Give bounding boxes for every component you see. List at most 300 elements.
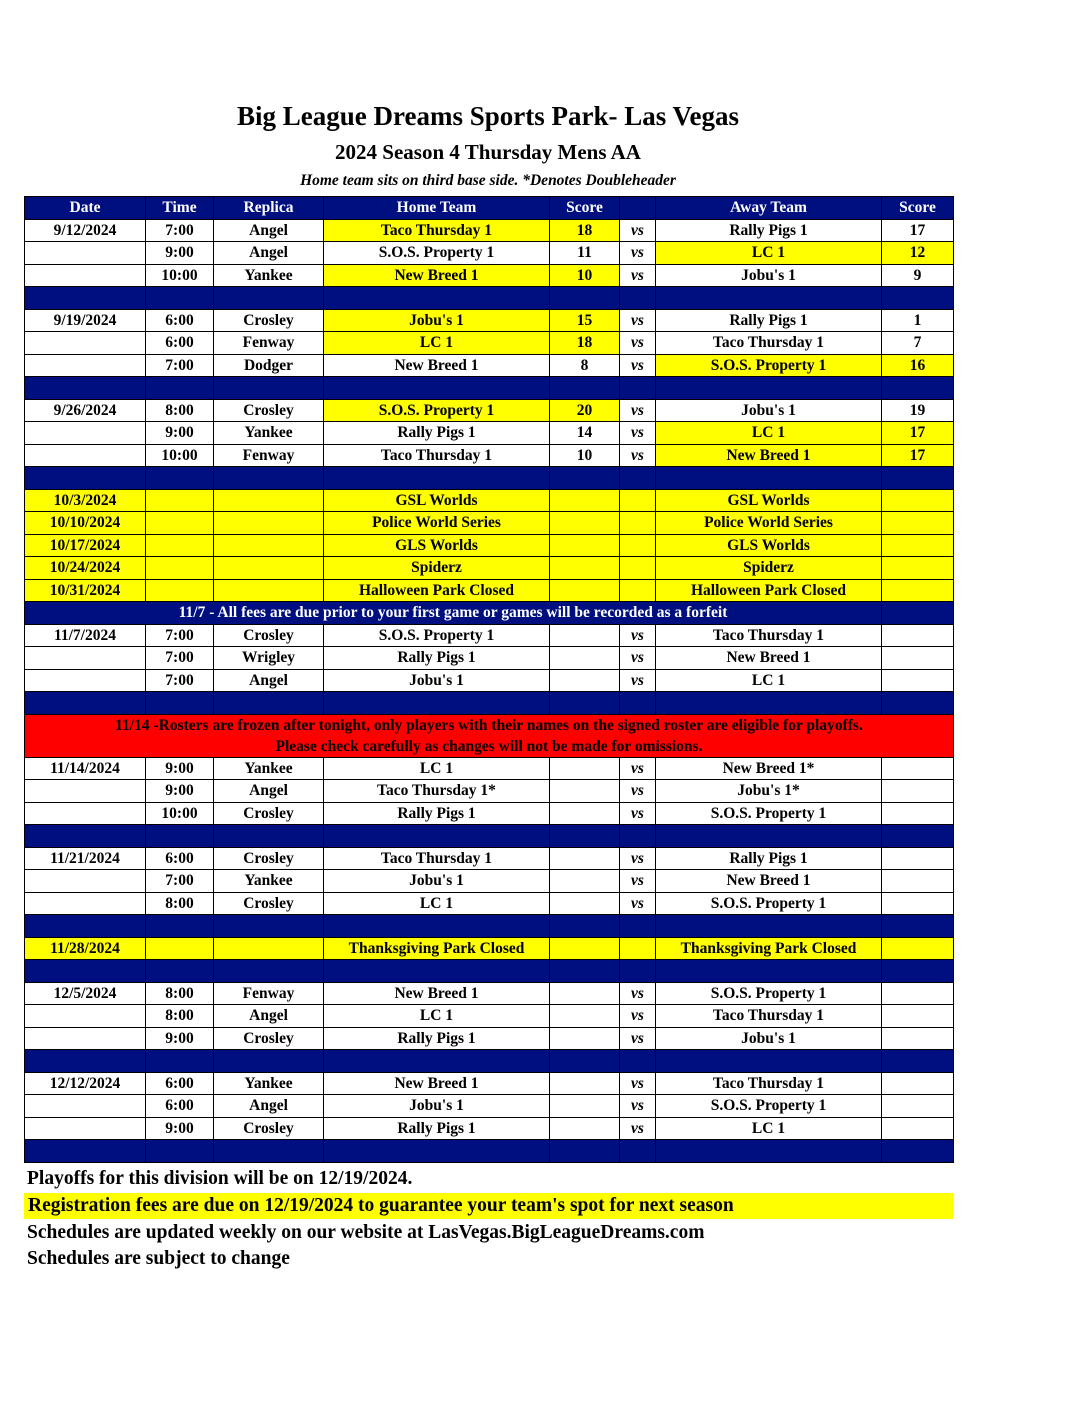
time-cell: 10:00 — [146, 264, 214, 287]
separator-cell — [550, 467, 620, 490]
field-cell — [214, 512, 324, 535]
away-score-cell: 1 — [882, 309, 954, 332]
home-score-cell — [550, 802, 620, 825]
game-row — [25, 1072, 954, 1095]
away-team-cell: New Breed 1 — [656, 647, 882, 670]
game-row — [25, 847, 954, 870]
date-cell — [25, 264, 146, 287]
away-team-cell: S.O.S. Property 1 — [656, 1095, 882, 1118]
away-team-cell: Rally Pigs 1 — [656, 847, 882, 870]
field-cell — [214, 557, 324, 580]
vs-cell: vs — [620, 399, 656, 422]
separator-cell — [25, 1050, 146, 1073]
separator-cell — [882, 692, 954, 715]
home-team-cell: S.O.S. Property 1 — [324, 242, 550, 265]
separator-cell — [214, 287, 324, 310]
page-subtitle: 2024 Season 4 Thursday Mens AA — [335, 140, 641, 164]
away-score-cell — [882, 647, 954, 670]
schedule-note: Home team sits on third base side. *Denotes Doubleheader — [300, 172, 676, 189]
away-score-cell: 17 — [882, 219, 954, 242]
vs-cell: vs — [620, 624, 656, 647]
game-row — [25, 647, 954, 670]
field-cell: Angel — [214, 1005, 324, 1028]
game-row — [25, 870, 954, 893]
separator-cell — [656, 692, 882, 715]
date-cell: 11/28/2024 — [25, 937, 146, 960]
header-home-team: Home Team — [324, 197, 550, 220]
home-event-cell: Spiderz — [324, 557, 550, 580]
away-team-cell: Jobu's 1 — [656, 399, 882, 422]
time-cell — [146, 937, 214, 960]
home-score-cell: 18 — [550, 332, 620, 355]
website-note: Schedules are updated weekly on our website at LasVegas.BigLeagueDreams.com — [27, 1222, 705, 1243]
field-cell: Crosley — [214, 1027, 324, 1050]
away-team-cell: LC 1 — [656, 669, 882, 692]
home-score-cell: 15 — [550, 309, 620, 332]
home-event-cell: Halloween Park Closed — [324, 579, 550, 602]
away-score-cell — [882, 1027, 954, 1050]
home-team-cell: Rally Pigs 1 — [324, 647, 550, 670]
separator-cell — [656, 825, 882, 848]
date-cell — [25, 870, 146, 893]
vs-cell: vs — [620, 1072, 656, 1095]
home-score-cell — [550, 847, 620, 870]
field-cell: Fenway — [214, 982, 324, 1005]
separator-cell — [550, 377, 620, 400]
field-cell: Crosley — [214, 624, 324, 647]
away-team-cell: S.O.S. Property 1 — [656, 802, 882, 825]
time-cell: 7:00 — [146, 647, 214, 670]
home-score-cell — [550, 870, 620, 893]
home-score-cell — [550, 1117, 620, 1140]
separator-cell — [324, 960, 550, 983]
separator-row — [25, 377, 954, 400]
game-row — [25, 332, 954, 355]
time-cell: 8:00 — [146, 982, 214, 1005]
date-cell: 9/12/2024 — [25, 219, 146, 242]
away-score-cell — [882, 512, 954, 535]
separator-cell — [550, 1050, 620, 1073]
vs-cell: vs — [620, 847, 656, 870]
separator-cell — [656, 287, 882, 310]
game-row — [25, 1005, 954, 1028]
separator-cell — [620, 825, 656, 848]
vs-cell: vs — [620, 332, 656, 355]
home-team-cell: LC 1 — [324, 1005, 550, 1028]
separator-cell — [324, 1050, 550, 1073]
separator-cell — [882, 960, 954, 983]
time-cell: 9:00 — [146, 1117, 214, 1140]
date-cell — [25, 444, 146, 467]
vs-cell: vs — [620, 309, 656, 332]
separator-cell — [656, 377, 882, 400]
time-cell: 6:00 — [146, 309, 214, 332]
vs-cell — [620, 512, 656, 535]
time-cell: 6:00 — [146, 1095, 214, 1118]
field-cell: Fenway — [214, 332, 324, 355]
home-score-cell — [550, 557, 620, 580]
separator-cell — [214, 1050, 324, 1073]
schedule-body — [25, 197, 954, 1163]
home-team-cell: New Breed 1 — [324, 264, 550, 287]
home-team-cell: LC 1 — [324, 757, 550, 780]
field-cell: Yankee — [214, 757, 324, 780]
vs-cell: vs — [620, 780, 656, 803]
separator-cell — [146, 915, 214, 938]
away-score-cell: 16 — [882, 354, 954, 377]
away-score-cell — [882, 579, 954, 602]
separator-cell — [656, 1050, 882, 1073]
time-cell: 7:00 — [146, 354, 214, 377]
field-cell — [214, 489, 324, 512]
time-cell: 7:00 — [146, 219, 214, 242]
date-cell: 11/14/2024 — [25, 757, 146, 780]
home-score-cell: 20 — [550, 399, 620, 422]
separator-cell — [25, 960, 146, 983]
time-cell: 9:00 — [146, 780, 214, 803]
game-row — [25, 1095, 954, 1118]
away-score-cell — [882, 624, 954, 647]
date-cell: 11/21/2024 — [25, 847, 146, 870]
away-team-cell: LC 1 — [656, 242, 882, 265]
game-row — [25, 1117, 954, 1140]
date-cell — [25, 780, 146, 803]
separator-cell — [324, 467, 550, 490]
time-cell: 7:00 — [146, 870, 214, 893]
event-row — [25, 534, 954, 557]
date-cell — [25, 354, 146, 377]
fees-banner: 11/7 - All fees are due prior to your first game or games will be recorded as a forfeit — [25, 602, 882, 625]
away-score-cell — [882, 557, 954, 580]
time-cell: 8:00 — [146, 892, 214, 915]
separator-cell — [25, 692, 146, 715]
away-team-cell: Rally Pigs 1 — [656, 309, 882, 332]
date-cell — [25, 802, 146, 825]
separator-cell — [25, 377, 146, 400]
away-score-cell — [882, 1095, 954, 1118]
date-cell — [25, 1117, 146, 1140]
home-team-cell: Jobu's 1 — [324, 1095, 550, 1118]
away-team-cell: Jobu's 1 — [656, 264, 882, 287]
event-row — [25, 557, 954, 580]
home-score-cell: 14 — [550, 422, 620, 445]
separator-cell — [25, 1140, 146, 1163]
separator-cell — [656, 1140, 882, 1163]
separator-cell — [882, 287, 954, 310]
separator-row — [25, 1050, 954, 1073]
date-cell — [25, 422, 146, 445]
vs-cell: vs — [620, 264, 656, 287]
vs-cell: vs — [620, 647, 656, 670]
home-score-cell: 8 — [550, 354, 620, 377]
away-event-cell: GSL Worlds — [656, 489, 882, 512]
field-cell: Crosley — [214, 802, 324, 825]
vs-cell: vs — [620, 870, 656, 893]
game-row — [25, 757, 954, 780]
header-vs — [620, 197, 656, 220]
date-cell: 12/12/2024 — [25, 1072, 146, 1095]
away-team-cell: S.O.S. Property 1 — [656, 354, 882, 377]
home-event-cell: GLS Worlds — [324, 534, 550, 557]
roster-alert-line1: 11/14 -Rosters are frozen after tonight, only players with their names on the signed roster are eligible for playoffs. — [115, 716, 863, 734]
field-cell: Angel — [214, 242, 324, 265]
header-date: Date — [25, 197, 146, 220]
away-score-cell — [882, 802, 954, 825]
time-cell: 9:00 — [146, 1027, 214, 1050]
separator-row — [25, 467, 954, 490]
date-cell: 12/5/2024 — [25, 982, 146, 1005]
home-score-cell — [550, 647, 620, 670]
away-team-cell: New Breed 1 — [656, 444, 882, 467]
game-row — [25, 982, 954, 1005]
separator-cell — [324, 825, 550, 848]
separator-cell — [550, 287, 620, 310]
subject-note: Schedules are subject to change — [27, 1248, 290, 1269]
date-cell: 9/19/2024 — [25, 309, 146, 332]
separator-cell — [146, 377, 214, 400]
home-score-cell: 10 — [550, 264, 620, 287]
separator-row — [25, 1140, 954, 1163]
home-team-cell: S.O.S. Property 1 — [324, 399, 550, 422]
separator-cell — [324, 692, 550, 715]
separator-cell — [25, 467, 146, 490]
home-team-cell: Taco Thursday 1 — [324, 444, 550, 467]
game-row — [25, 444, 954, 467]
game-row — [25, 242, 954, 265]
game-row — [25, 219, 954, 242]
separator-cell — [25, 825, 146, 848]
away-score-cell — [882, 1072, 954, 1095]
away-score-cell — [882, 847, 954, 870]
separator-cell — [620, 915, 656, 938]
home-team-cell: Rally Pigs 1 — [324, 1117, 550, 1140]
separator-cell — [214, 377, 324, 400]
separator-cell — [146, 1050, 214, 1073]
time-cell: 6:00 — [146, 332, 214, 355]
separator-cell — [214, 467, 324, 490]
event-row — [25, 579, 954, 602]
separator-cell — [882, 1050, 954, 1073]
separator-cell — [656, 467, 882, 490]
separator-row — [25, 692, 954, 715]
header-home-score: Score — [550, 197, 620, 220]
header-row — [25, 197, 954, 220]
home-score-cell — [550, 669, 620, 692]
away-event-cell: Police World Series — [656, 512, 882, 535]
away-team-cell: Taco Thursday 1 — [656, 332, 882, 355]
away-event-cell: GLS Worlds — [656, 534, 882, 557]
field-cell: Angel — [214, 669, 324, 692]
time-cell — [146, 512, 214, 535]
separator-cell — [146, 960, 214, 983]
away-team-cell: Taco Thursday 1 — [656, 1072, 882, 1095]
date-cell: 9/26/2024 — [25, 399, 146, 422]
home-score-cell: 18 — [550, 219, 620, 242]
home-team-cell: S.O.S. Property 1 — [324, 624, 550, 647]
away-score-cell: 9 — [882, 264, 954, 287]
time-cell — [146, 579, 214, 602]
away-event-cell: Spiderz — [656, 557, 882, 580]
game-row — [25, 624, 954, 647]
separator-row — [25, 287, 954, 310]
vs-cell: vs — [620, 1095, 656, 1118]
away-score-cell — [882, 780, 954, 803]
home-score-cell: 11 — [550, 242, 620, 265]
home-score-cell — [550, 1005, 620, 1028]
away-score-cell — [882, 534, 954, 557]
vs-cell: vs — [620, 669, 656, 692]
time-cell: 9:00 — [146, 242, 214, 265]
playoffs-note: Playoffs for this division will be on 12/19/2024. — [27, 1168, 413, 1189]
away-team-cell: Jobu's 1 — [656, 1027, 882, 1050]
vs-cell: vs — [620, 354, 656, 377]
separator-cell — [324, 915, 550, 938]
home-score-cell — [550, 780, 620, 803]
home-team-cell: Taco Thursday 1 — [324, 847, 550, 870]
separator-cell — [882, 825, 954, 848]
separator-cell — [214, 692, 324, 715]
vs-cell — [620, 534, 656, 557]
date-cell — [25, 242, 146, 265]
field-cell: Dodger — [214, 354, 324, 377]
separator-cell — [214, 825, 324, 848]
date-cell — [25, 1095, 146, 1118]
home-event-cell: GSL Worlds — [324, 489, 550, 512]
field-cell: Crosley — [214, 1117, 324, 1140]
home-score-cell — [550, 512, 620, 535]
separator-cell — [620, 467, 656, 490]
game-row — [25, 354, 954, 377]
roster-alert-line2: Please check carefully as changes will not be made for omissions. — [275, 737, 703, 755]
home-team-cell: Taco Thursday 1* — [324, 780, 550, 803]
event-row — [25, 512, 954, 535]
away-score-cell — [882, 489, 954, 512]
vs-cell: vs — [620, 1005, 656, 1028]
home-score-cell — [550, 489, 620, 512]
banner-end-cell — [882, 602, 954, 625]
time-cell: 9:00 — [146, 757, 214, 780]
home-score-cell — [550, 757, 620, 780]
away-score-cell: 19 — [882, 399, 954, 422]
header-replica: Replica — [214, 197, 324, 220]
separator-cell — [882, 915, 954, 938]
separator-cell — [214, 915, 324, 938]
separator-cell — [882, 467, 954, 490]
separator-cell — [146, 467, 214, 490]
separator-cell — [146, 825, 214, 848]
game-row — [25, 669, 954, 692]
field-cell: Yankee — [214, 870, 324, 893]
field-cell: Yankee — [214, 422, 324, 445]
time-cell: 9:00 — [146, 422, 214, 445]
time-cell: 6:00 — [146, 1072, 214, 1095]
separator-cell — [214, 960, 324, 983]
home-team-cell: LC 1 — [324, 332, 550, 355]
date-cell: 10/10/2024 — [25, 512, 146, 535]
vs-cell: vs — [620, 422, 656, 445]
away-team-cell: New Breed 1 — [656, 870, 882, 893]
field-cell: Fenway — [214, 444, 324, 467]
time-cell — [146, 534, 214, 557]
separator-row — [25, 960, 954, 983]
away-team-cell: LC 1 — [656, 422, 882, 445]
vs-cell — [620, 937, 656, 960]
field-cell: Crosley — [214, 847, 324, 870]
date-cell — [25, 332, 146, 355]
roster-alert-row — [25, 714, 954, 757]
separator-cell — [25, 915, 146, 938]
time-cell — [146, 557, 214, 580]
field-cell — [214, 534, 324, 557]
field-cell: Crosley — [214, 892, 324, 915]
away-score-cell — [882, 1005, 954, 1028]
time-cell: 10:00 — [146, 444, 214, 467]
roster-alert — [25, 714, 954, 757]
separator-cell — [620, 377, 656, 400]
separator-cell — [882, 377, 954, 400]
date-cell: 10/3/2024 — [25, 489, 146, 512]
date-cell: 11/7/2024 — [25, 624, 146, 647]
away-team-cell: S.O.S. Property 1 — [656, 982, 882, 1005]
away-score-cell — [882, 870, 954, 893]
vs-cell — [620, 579, 656, 602]
time-cell: 10:00 — [146, 802, 214, 825]
vs-cell — [620, 557, 656, 580]
away-score-cell — [882, 757, 954, 780]
separator-row — [25, 915, 954, 938]
separator-cell — [550, 960, 620, 983]
vs-cell: vs — [620, 1027, 656, 1050]
fees-banner-row — [25, 602, 954, 625]
game-row — [25, 802, 954, 825]
away-team-cell: New Breed 1* — [656, 757, 882, 780]
field-cell — [214, 579, 324, 602]
field-cell: Angel — [214, 780, 324, 803]
event-row — [25, 489, 954, 512]
home-score-cell — [550, 892, 620, 915]
game-row — [25, 399, 954, 422]
home-team-cell: Jobu's 1 — [324, 309, 550, 332]
home-team-cell: New Breed 1 — [324, 354, 550, 377]
away-score-cell: 12 — [882, 242, 954, 265]
away-team-cell: Jobu's 1* — [656, 780, 882, 803]
date-cell — [25, 647, 146, 670]
separator-cell — [620, 1140, 656, 1163]
game-row — [25, 264, 954, 287]
home-team-cell: LC 1 — [324, 892, 550, 915]
date-cell — [25, 669, 146, 692]
separator-cell — [550, 825, 620, 848]
separator-cell — [324, 287, 550, 310]
field-cell: Crosley — [214, 309, 324, 332]
separator-cell — [324, 1140, 550, 1163]
home-team-cell: Jobu's 1 — [324, 870, 550, 893]
home-event-cell: Police World Series — [324, 512, 550, 535]
home-team-cell: Rally Pigs 1 — [324, 1027, 550, 1050]
time-cell: 7:00 — [146, 669, 214, 692]
away-score-cell — [882, 937, 954, 960]
time-cell — [146, 489, 214, 512]
separator-cell — [146, 692, 214, 715]
date-cell — [25, 1005, 146, 1028]
home-score-cell: 10 — [550, 444, 620, 467]
away-team-cell: LC 1 — [656, 1117, 882, 1140]
away-team-cell: Taco Thursday 1 — [656, 624, 882, 647]
away-team-cell: S.O.S. Property 1 — [656, 892, 882, 915]
vs-cell: vs — [620, 892, 656, 915]
home-score-cell — [550, 937, 620, 960]
away-score-cell: 7 — [882, 332, 954, 355]
